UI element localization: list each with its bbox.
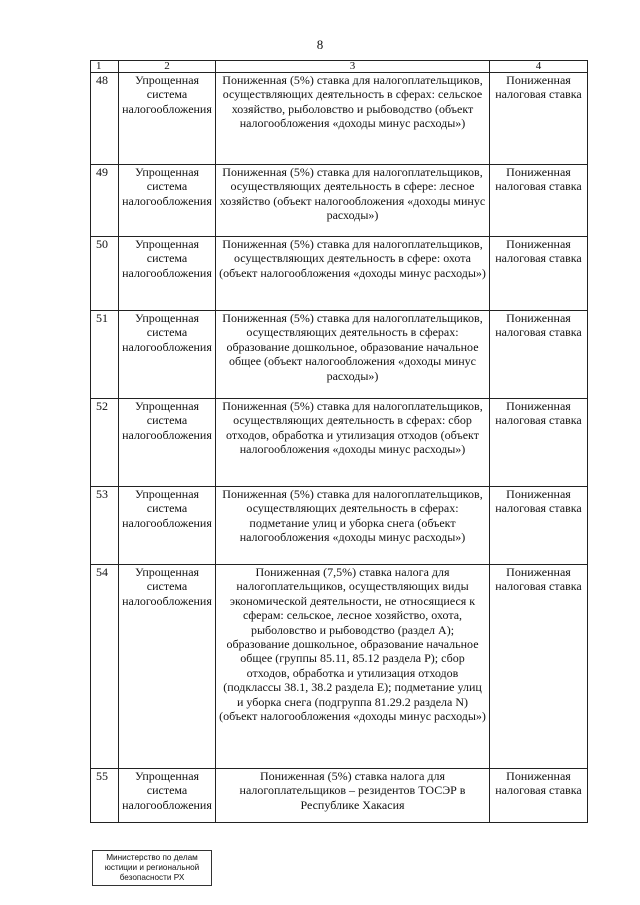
row-number: 54: [91, 565, 119, 769]
header-cell-3: 3: [216, 61, 490, 73]
benefit-description-cell: Пониженная (5%) ставка для налогоплательщиков, осуществляющих деятельность в сферах: образование дошкольное, образование начальное общее (объект налогообложения «доходы минус расходы»): [216, 311, 490, 399]
benefit-description-cell: Пониженная (5%) ставка для налогоплательщиков, осуществляющих деятельность в сфере: лесное хозяйство (объект налогообложения «доходы минус расходы»): [216, 165, 490, 237]
tax-regime-cell: Упрощенная система налогообложения: [119, 311, 216, 399]
benefit-type-cell: Пониженная налоговая ставка: [490, 769, 588, 823]
tax-regime-cell: Упрощенная система налогообложения: [119, 165, 216, 237]
table-row: [91, 399, 588, 487]
benefit-type-cell: Пониженная налоговая ставка: [490, 165, 588, 237]
tax-regime-cell: Упрощенная система налогообложения: [119, 487, 216, 565]
row-number: 51: [91, 311, 119, 399]
row-number: 53: [91, 487, 119, 565]
benefit-type-cell: Пониженная налоговая ставка: [490, 399, 588, 487]
benefits-table: [90, 60, 588, 823]
header-cell-2: 2: [119, 61, 216, 73]
header-cell-4: 4: [490, 61, 588, 73]
benefit-type-cell: Пониженная налоговая ставка: [490, 311, 588, 399]
table-row: [91, 73, 588, 165]
row-number: 52: [91, 399, 119, 487]
row-number: 49: [91, 165, 119, 237]
table-row: [91, 311, 588, 399]
benefit-description-cell: Пониженная (7,5%) ставка налога для налогоплательщиков, осуществляющих виды экономической деятельности, не относящиеся к сферам: сельское, лесное хозяйство, охота, рыболовство и рыбоводство (раздел A); образование дошкольное, образование начальное общее (группы 85.11, 85.12 раздела P); сбор отходов, обработка и утилизация отходов (подклассы 38.1, 38.2 раздела E); подметание улиц и уборка снега (подгруппа 81.29.2 раздела N) (объект налогообложения «доходы минус расходы»): [216, 565, 490, 769]
table-row: [91, 487, 588, 565]
tax-regime-cell: Упрощенная система налогообложения: [119, 769, 216, 823]
tax-regime-cell: Упрощенная система налогообложения: [119, 237, 216, 311]
table-row: [91, 565, 588, 769]
row-number: 48: [91, 73, 119, 165]
table-row: [91, 165, 588, 237]
benefit-type-cell: Пониженная налоговая ставка: [490, 487, 588, 565]
tax-regime-cell: Упрощенная система налогообложения: [119, 565, 216, 769]
benefit-description-cell: Пониженная (5%) ставка для налогоплательщиков, осуществляющих деятельность в сферах: подметание улиц и уборка снега (объект налогообложения «доходы минус расходы»): [216, 487, 490, 565]
benefit-description-cell: Пониженная (5%) ставка для налогоплательщиков, осуществляющих деятельность в сферах: сбор отходов, обработка и утилизация отходов (объект налогообложения «доходы минус расходы»): [216, 399, 490, 487]
tax-regime-cell: Упрощенная система налогообложения: [119, 73, 216, 165]
tax-regime-cell: Упрощенная система налогообложения: [119, 399, 216, 487]
table-row: [91, 769, 588, 823]
benefit-type-cell: Пониженная налоговая ставка: [490, 237, 588, 311]
page-number: 8: [316, 37, 324, 52]
ministry-stamp: Министерство по делам юстиции и региональной безопасности РХ: [92, 850, 212, 886]
benefit-type-cell: Пониженная налоговая ставка: [490, 565, 588, 769]
benefit-description-cell: Пониженная (5%) ставка для налогоплательщиков, осуществляющих деятельность в сферах: сельское хозяйство, рыболовство и рыбоводство (объект налогообложения «доходы минус расходы»): [216, 73, 490, 165]
benefit-description-cell: Пониженная (5%) ставка для налогоплательщиков, осуществляющих деятельность в сфере: охота (объект налогообложения «доходы минус расходы»): [216, 237, 490, 311]
benefit-description-cell: Пониженная (5%) ставка налога для налогоплательщиков – резидентов ТОСЭР в Республике Хакасия: [216, 769, 490, 823]
table-row: [91, 237, 588, 311]
header-cell-1: 1: [91, 61, 119, 73]
row-number: 50: [91, 237, 119, 311]
table-header-row: [91, 61, 588, 73]
row-number: 55: [91, 769, 119, 823]
benefit-type-cell: Пониженная налоговая ставка: [490, 73, 588, 165]
